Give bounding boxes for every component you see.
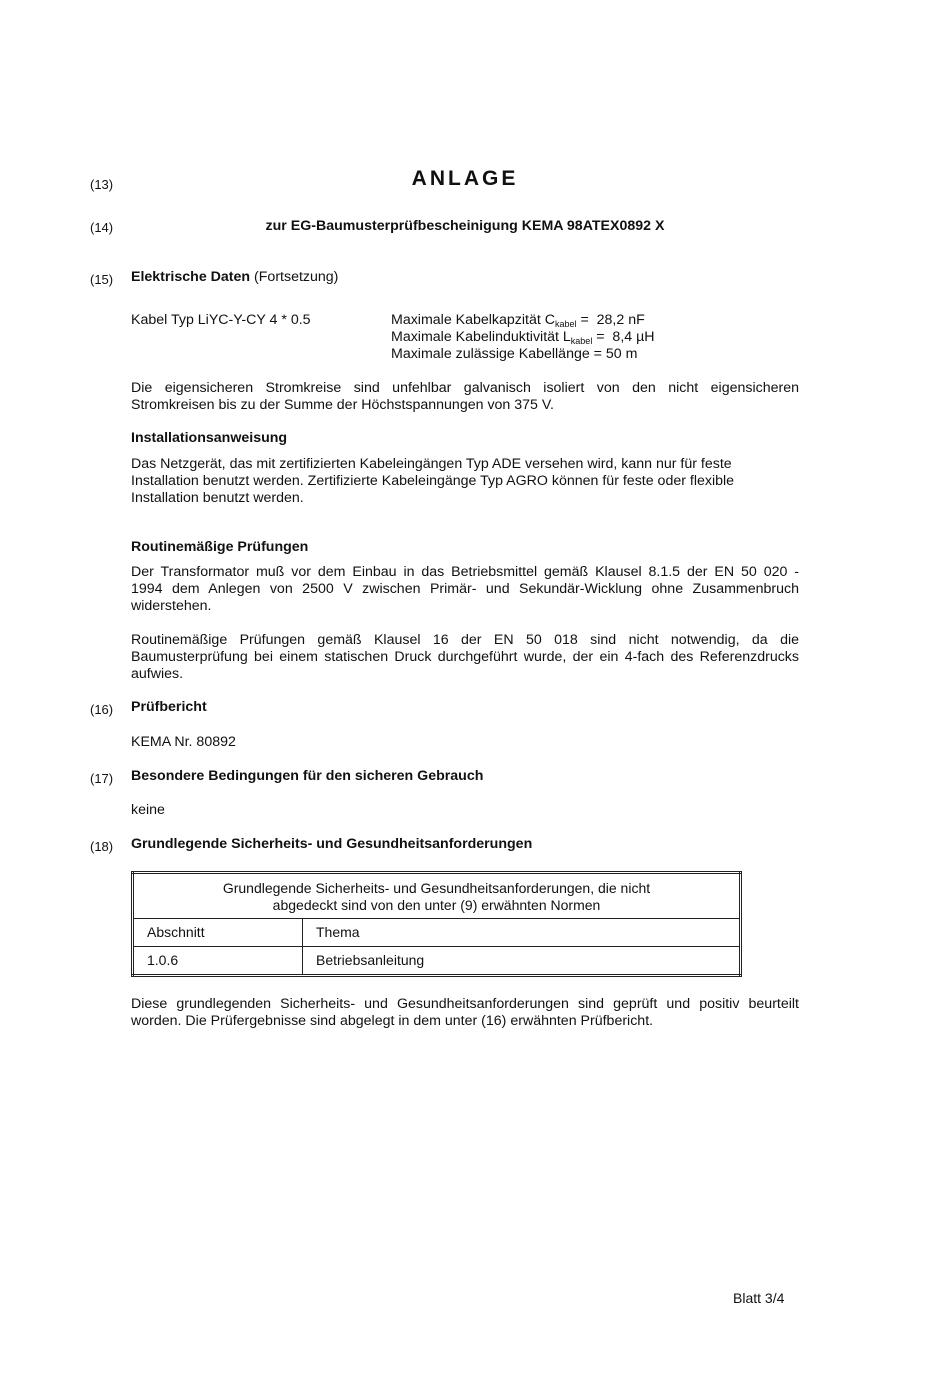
section-15-heading-rest: (Fortsetzung) bbox=[254, 269, 339, 285]
installation-heading: Installationsanweisung bbox=[131, 430, 288, 446]
section-number-17: (17) bbox=[90, 771, 114, 786]
routine-tests-paragraph-1: Der Transformator muß vor dem Einbau in das Betriebsmittel gemäß Klausel 8.1.5 der EN 50 020 - 1994 dem Anlegen von 2500 V zwischen Primär- und Sekundär-Wicklung ohne Zusammenbruch widerstehen. bbox=[131, 564, 799, 614]
page-number: Blatt 3/4 bbox=[733, 1290, 785, 1306]
table-cell-thema: Betriebsanleitung bbox=[303, 947, 741, 976]
table-header-cell: Grundlegende Sicherheits- und Gesundheitsanforderungen, die nicht abgedeckt sind von den unter (9) erwähnten Normen bbox=[133, 873, 741, 919]
section-number-13: (13) bbox=[90, 177, 114, 192]
table-column-header-row bbox=[133, 919, 741, 947]
cable-inductance: Maximale Kabelinduktivität $L_{kabel} = 8,4$ µH bbox=[391, 329, 655, 346]
requirements-table bbox=[131, 871, 742, 977]
section-15-heading bbox=[131, 269, 338, 286]
section-number-18: (18) bbox=[90, 839, 114, 854]
section-number-14: (14) bbox=[90, 220, 114, 235]
special-conditions-text: keine bbox=[131, 802, 165, 818]
cable-capacity: Maximale Kabelkapzität $C_{kabel} = 28,2$ nF bbox=[391, 312, 645, 329]
table-header-row bbox=[133, 873, 741, 919]
section-16-heading: Prüfbericht bbox=[131, 699, 207, 715]
table-cell-abschnitt: 1.0.6 bbox=[133, 947, 303, 976]
closing-paragraph: Diese grundlegenden Sicherheits- und Gesundheitsanforderungen sind geprüft und positiv beurteilt worden. Die Prüfergebnisse sind abgelegt in dem unter (16) erwähnten Prüfbericht. bbox=[131, 996, 799, 1029]
section-number-15: (15) bbox=[90, 272, 114, 287]
section-number-16: (16) bbox=[90, 702, 114, 717]
routine-tests-heading: Routinemäßige Prüfungen bbox=[131, 539, 309, 555]
section-18-heading: Grundlegende Sicherheits- und Gesundheitsanforderungen bbox=[131, 836, 533, 852]
cable-type: Kabel Typ LiYC-Y-CY 4 * 0.5 bbox=[131, 312, 311, 328]
section-15-heading-bold: Elektrische Daten bbox=[131, 269, 251, 285]
routine-tests-paragraph-2: Routinemäßige Prüfungen gemäß Klausel 16 der EN 50 018 sind nicht notwendig, da die Baumusterprüfung bei einem statischen Druck durchgeführt wurde, der ein 4-fach des Referenzdrucks aufwies. bbox=[131, 632, 799, 682]
isolation-paragraph: Die eigensicheren Stromkreise sind unfehlbar galvanisch isoliert von den nicht eigensicheren Stromkreisen bis zu der Summe der Höchstspannungen von 375 V. bbox=[131, 380, 799, 413]
section-17-heading: Besondere Bedingungen für den sicheren Gebrauch bbox=[131, 768, 484, 784]
cable-specs bbox=[391, 312, 711, 363]
page-subtitle: zur EG-Baumusterprüfbescheinigung KEMA 98ATEX0892 X bbox=[265, 218, 665, 234]
test-report-number: KEMA Nr. 80892 bbox=[131, 734, 236, 750]
installation-paragraph: Das Netzgerät, das mit zertifizierten Kabeleingängen Typ ADE versehen wird, kann nur für feste Installation benutzt werden. Zertifizierte Kabeleingänge Typ AGRO können für feste oder flexible Installation benutzt werden. bbox=[131, 456, 735, 506]
page-title: ANLAGE bbox=[411, 167, 519, 190]
table-row bbox=[133, 947, 741, 976]
column-header-abschnitt: Abschnitt bbox=[133, 919, 303, 947]
column-header-thema: Thema bbox=[303, 919, 741, 947]
cable-length: Maximale zulässige Kabellänge = 50 m bbox=[391, 346, 638, 362]
